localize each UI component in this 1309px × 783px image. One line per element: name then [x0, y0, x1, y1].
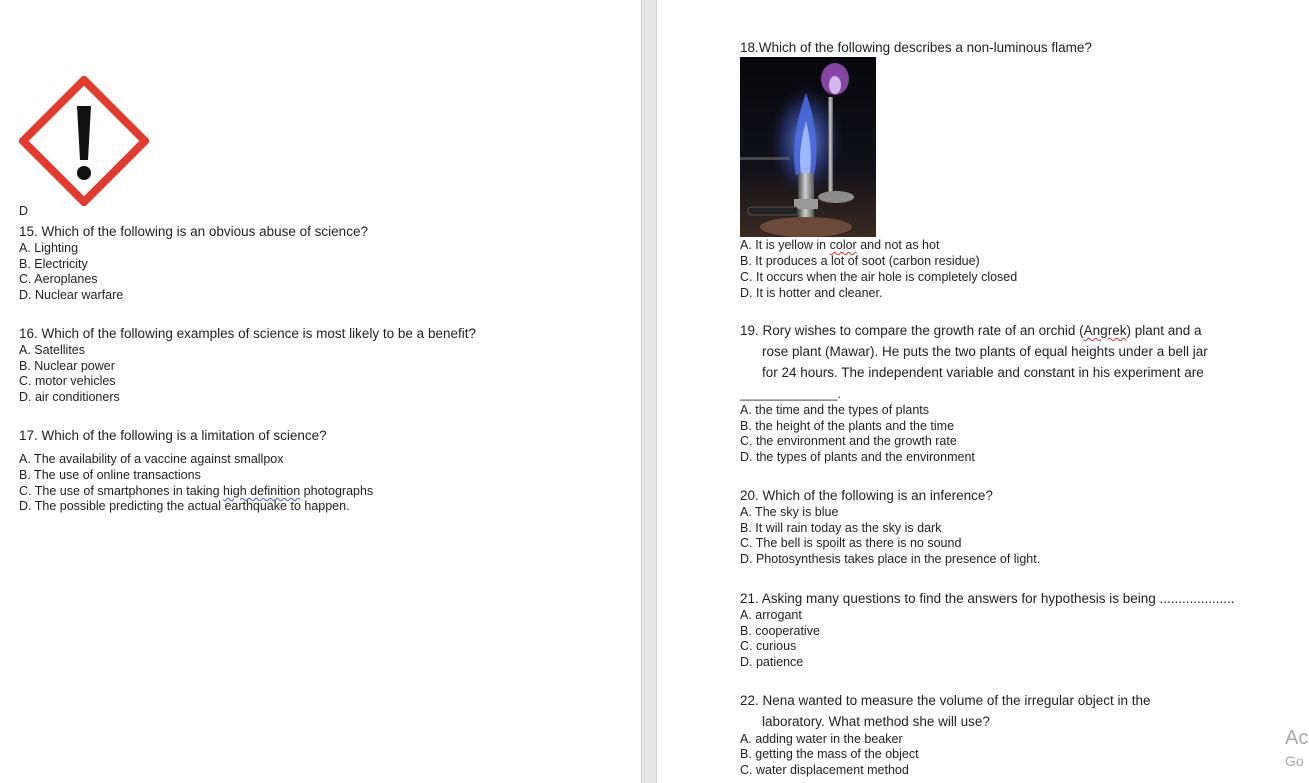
spelling-marked-word: Angrek: [1083, 323, 1127, 338]
question-line-3: for 24 hours. The independent variable and constant in his experiment are: [762, 365, 1204, 380]
option-b: B. It produces a lot of soot (carbon residue): [740, 254, 980, 268]
option-a: A. arrogant: [740, 608, 802, 622]
page-gutter: [641, 0, 657, 783]
option-a: A. It is yellow in color and not as hot: [740, 238, 940, 252]
option-c: C. Aeroplanes: [19, 272, 98, 286]
option-a: A. The availability of a vaccine against smallpox: [19, 452, 284, 466]
option-b: B. the height of the plants and the time: [740, 419, 955, 433]
question-line-1: 22. Nena wanted to measure the volume of the irregular object in the: [740, 693, 1151, 708]
question-text: 18.Which of the following describes a non-luminous flame?: [740, 40, 1092, 55]
option-c: C. The use of smartphones in taking high definition photographs: [19, 484, 374, 498]
option-a: A. the time and the types of plants: [740, 403, 930, 417]
question-text: 17. Which of the following is a limitation of science?: [19, 428, 327, 443]
option-c: C. water displacement method: [740, 763, 909, 777]
option-b: B. cooperative: [740, 624, 820, 638]
bunsen-burner-photo: [740, 57, 876, 237]
question-line-1: 19. Rory wishes to compare the growth rate of an orchid (Angrek) plant and a: [740, 323, 1202, 338]
question-text: 16. Which of the following examples of science is most likely to be a benefit?: [19, 326, 476, 341]
answer-letter: D: [19, 204, 29, 218]
grammar-marked-phrase: high definition: [223, 484, 301, 498]
exclamation-hazard-icon: [19, 76, 149, 206]
option-d: D. the types of plants and the environment: [740, 450, 975, 464]
question-text: 21. Asking many questions to find the answers for hypothesis is being ....................: [740, 591, 1235, 606]
option-b: B. Nuclear power: [19, 359, 115, 373]
option-d: D. air conditioners: [19, 390, 120, 404]
option-c: C. curious: [740, 639, 797, 653]
question-text: 15. Which of the following is an obvious abuse of science?: [19, 224, 368, 239]
option-d: D. It is hotter and cleaner.: [740, 286, 883, 300]
watermark-line-2: Go: [1285, 753, 1304, 769]
question-line-2: laboratory. What method she will use?: [762, 714, 990, 729]
option-b: B. It will rain today as the sky is dark: [740, 521, 942, 535]
option-b: B. The use of online transactions: [19, 468, 201, 482]
question-line-2: rose plant (Mawar). He puts the two plants of equal heights under a bell jar: [762, 344, 1208, 359]
option-d: D. The possible predicting the actual earthquake to happen.: [19, 499, 350, 513]
option-b: B. Electricity: [19, 257, 88, 271]
option-c: C. the environment and the growth rate: [740, 434, 957, 448]
option-c: C. motor vehicles: [19, 374, 116, 388]
answer-blank: ______________.: [740, 387, 841, 401]
option-a: A. Lighting: [19, 241, 79, 255]
option-a: A. adding water in the beaker: [740, 732, 903, 746]
option-a: A. The sky is blue: [740, 505, 839, 519]
left-page: [0, 0, 641, 783]
option-a: A. Satellites: [19, 343, 86, 357]
option-c: C. It occurs when the air hole is completely closed: [740, 270, 1018, 284]
option-d: D. Photosynthesis takes place in the presence of light.: [740, 552, 1041, 566]
option-b: B. getting the mass of the object: [740, 747, 919, 761]
option-d: D. Nuclear warfare: [19, 288, 124, 302]
spelling-marked-word: color: [829, 238, 857, 252]
watermark-line-1: Ac: [1285, 727, 1309, 749]
option-d: D. patience: [740, 655, 804, 669]
question-text: 20. Which of the following is an inference?: [740, 488, 993, 503]
option-c: C. The bell is spoilt as there is no sound: [740, 536, 962, 550]
right-page: [657, 0, 1309, 783]
